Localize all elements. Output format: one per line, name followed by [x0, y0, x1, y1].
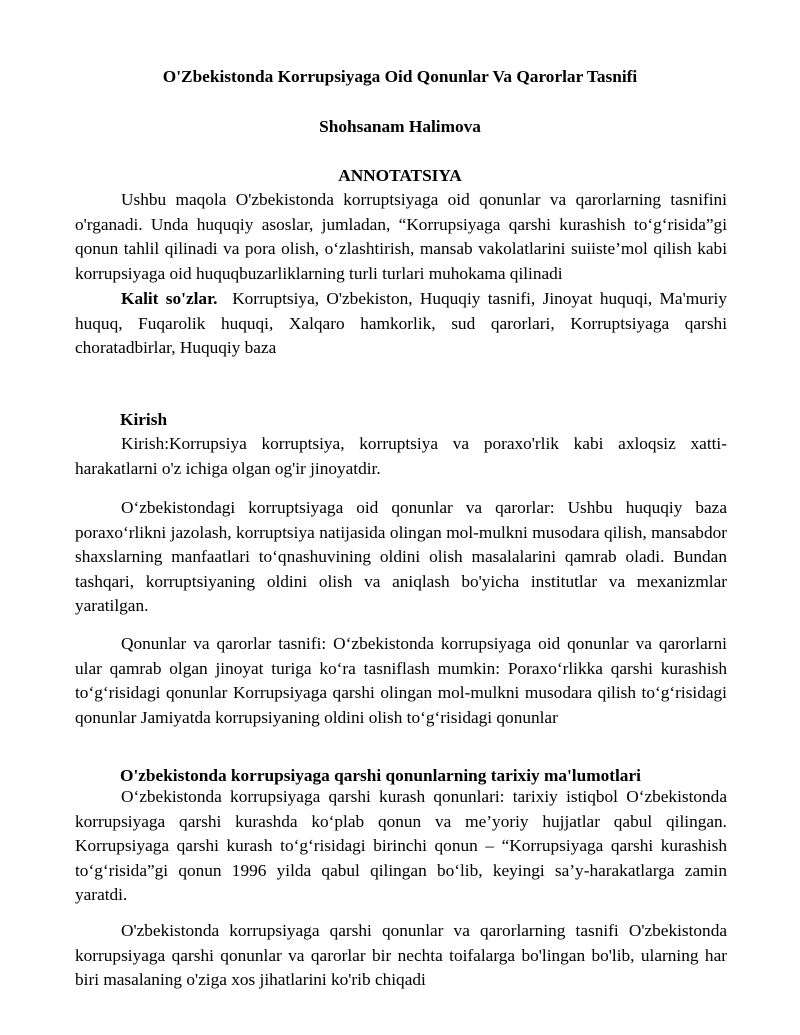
history-heading: O'zbekistonda korrupsiyaga qarshi qonunlarning tarixiy ma'lumotlari [120, 766, 641, 785]
keywords-paragraph [75, 287, 727, 361]
history-paragraph-1: O‘zbekistonda korrupsiyaga qarshi kurash qonunlari: tarixiy istiqbol O‘zbekistonda korrupsiyaga qarshi kurashda ko‘plab qonun va me’yoriy hujjatlar qabul qilingan. Korrupsiyaga qarshi kurash to‘g‘risidagi birinchi qonun – “Korrupsiyaga qarshi kurashish to‘g‘risida”gi qonun 1996 yilda qabul qilingan bo‘lib, keyingi sa’y-harakatlarga zamin yaratdi. [75, 787, 727, 905]
keywords-label: Kalit so'zlar. [121, 289, 218, 308]
author-name: Shohsanam Halimova [319, 117, 481, 136]
intro-heading: Kirish [120, 410, 168, 429]
abstract-heading: ANNOTATSIYA [338, 166, 462, 185]
paper-title: O'Zbekistonda Korrupsiyaga Oid Qonunlar Va Qarorlar Tasnifi [162, 67, 638, 86]
intro-paragraph-1: Kirish:Korrupsiya korruptsiya, korruptsiya va poraxo'rlik kabi axloqsiz xatti-harakatlarni o'z ichiga olgan og'ir jinoyatdir. [75, 434, 727, 478]
history-paragraph-2: O'zbekistonda korrupsiyaga qarshi qonunlar va qarorlarning tasnifi O'zbekistonda korrupsiyaga qarshi qonunlar va qarorlar bir nechta toifalarga bo'lingan bo'lib, ularning har biri masalaning o'ziga xos jihatlarini ko'rib chiqadi [75, 921, 727, 990]
intro-paragraph-2: O‘zbekistondagi korruptsiyaga oid qonunlar va qarorlar: Ushbu huquqiy baza poraxo‘rlikni jazolash, korruptsiya natijasida olingan mol-mulkni musodara qilish, mansabdor shaxslarning manfaatlari to‘qnashuvining oldini olish masalalarini qamrab oladi. Bundan tashqari, korruptsiyaning oldini olish va aniqlash bo'yicha institutlar va mexanizmlar yaratilgan. [75, 498, 727, 616]
abstract-text: Ushbu maqola O'zbekistonda korruptsiyaga oid qonunlar va qarorlarning tasnifini o'rganadi. Unda huquqiy asoslar, jumladan, “Korrupsiyaga qarshi kurashish to‘g‘risida”gi qonun tahlil qilinadi va pora olish, o‘zlashtirish, mansab vakolatlarini suiiste’mol qilish kabi korrupsiyaga oid huquqbuzarliklarning turli turlari muhokama qilinadi [75, 190, 727, 283]
keywords-text: Korruptsiya, O'zbekiston, Huquqiy tasnifi, Jinoyat huquqi, Ma'muriy huquq, Fuqarolik huquqi, Xalqaro hamkorlik, sud qarorlari, Korruptsiyaga qarshi choratadbirlar, Huquqiy baza [75, 289, 727, 358]
intro-paragraph-3: Qonunlar va qarorlar tasnifi: O‘zbekistonda korrupsiyaga oid qonunlar va qarorlarni ular qamrab olgan jinoyat turiga ko‘ra tasniflash mumkin: Poraxo‘rlikka qarshi kurashish to‘g‘risidagi qonunlar Korrupsiyaga qarshi olingan mol-mulkni musodara qilish to‘g‘risidagi qonunlar Jamiyatda korrupsiyaning oldini olish to‘g‘risidagi qonunlar [75, 634, 727, 727]
